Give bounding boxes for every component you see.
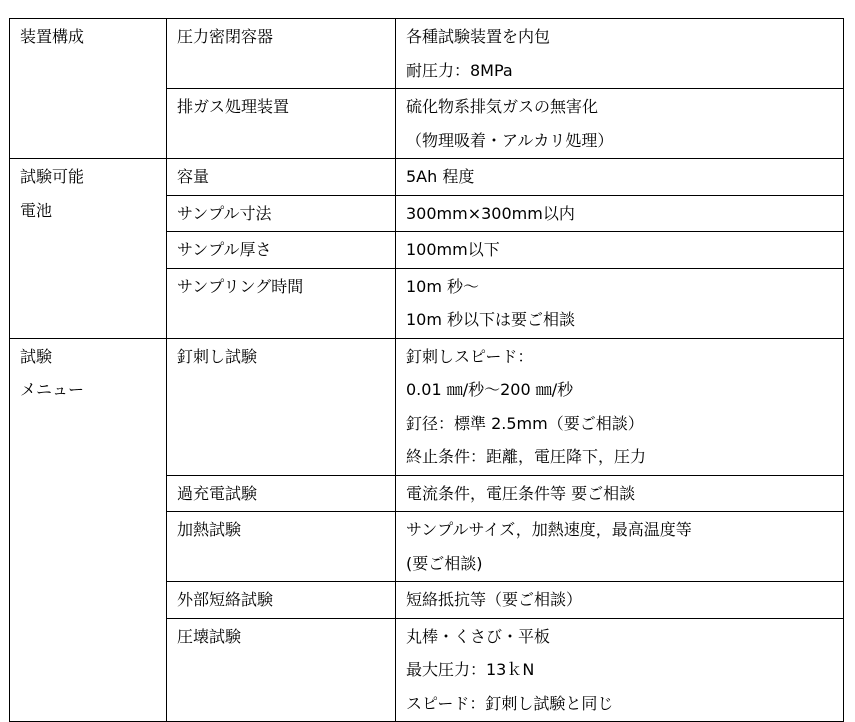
detail-text-block [396, 339, 843, 475]
item-label-line: 加熱試験 [177, 520, 242, 539]
detail-text-line: 0.01 ㎜/秒～200 ㎜/秒 [406, 380, 574, 399]
item-label-line: サンプル寸法 [177, 203, 272, 223]
detail-cell [396, 232, 844, 269]
category-label-block [10, 159, 166, 228]
item-label-block [167, 89, 395, 125]
detail-cell [396, 268, 844, 338]
item-label-line: 圧力密閉容器 [177, 27, 274, 46]
detail-text-line: (要ご相談) [406, 553, 483, 573]
table-row [10, 338, 844, 475]
item-label-block [167, 196, 395, 232]
item-label-line: サンプル厚さ [177, 240, 272, 259]
detail-text-line: 釘径：標準 2.5mm（要ご相談） [406, 413, 644, 433]
category-label-line: 試験 [20, 346, 53, 366]
detail-cell [396, 19, 844, 89]
detail-text-block [396, 476, 843, 512]
detail-text-line: 各種試験装置を内包 [406, 27, 551, 46]
detail-text-line: 終止条件：距離，電圧降下，圧力 [406, 447, 647, 466]
detail-cell [396, 512, 844, 582]
item-label-line: 排ガス処理装置 [177, 97, 290, 116]
category-label-block [10, 339, 166, 408]
detail-text-block [396, 196, 843, 232]
detail-text-line: 10m 秒～ [406, 276, 480, 296]
detail-text-block [396, 582, 843, 618]
detail-text-line: （物理吸着・アルカリ処理） [406, 130, 614, 150]
detail-text-line: 5Ah 程度 [406, 167, 475, 186]
detail-cell [396, 89, 844, 159]
detail-cell [396, 475, 844, 512]
item-cell [167, 89, 396, 159]
category-cell [10, 159, 167, 339]
detail-cell [396, 195, 844, 232]
item-cell [167, 338, 396, 475]
item-label-line: 圧壊試験 [177, 626, 242, 646]
detail-text-block [396, 269, 843, 338]
spec-table-body [10, 19, 844, 722]
detail-text-line: 釘刺しスピード： [406, 346, 534, 366]
detail-cell [396, 338, 844, 475]
item-cell [167, 195, 396, 232]
category-label-line: メニュー [20, 380, 85, 399]
detail-text-line: 硫化物系排気ガスの無害化 [406, 97, 599, 116]
table-row [10, 19, 844, 89]
category-label-block [10, 19, 166, 55]
item-label-block [167, 19, 395, 55]
table-row [10, 159, 844, 196]
detail-text-block [396, 512, 843, 581]
item-label-block [167, 159, 395, 195]
item-label-block [167, 512, 395, 548]
item-label-block [167, 269, 395, 305]
detail-text-line: 短絡抵抗等（要ご相談） [406, 590, 583, 609]
detail-text-line: 丸棒・くさび・平板 [406, 626, 551, 646]
category-cell [10, 338, 167, 722]
item-label-block [167, 582, 395, 618]
detail-text-block [396, 159, 843, 195]
item-label-block [167, 476, 395, 512]
item-cell [167, 512, 396, 582]
item-label-line: 外部短絡試験 [177, 590, 274, 609]
item-label-block [167, 232, 395, 268]
detail-text-block [396, 232, 843, 268]
item-label-line: 釘刺し試験 [177, 346, 258, 366]
item-cell [167, 475, 396, 512]
detail-text-line: サンプルサイズ，加熱速度，最高温度等 [406, 520, 692, 539]
item-label-block [167, 339, 395, 375]
detail-text-line: 耐圧力：8MPa [406, 60, 513, 80]
detail-text-line: 最大圧力：13ｋN [406, 660, 535, 679]
detail-cell [396, 159, 844, 196]
category-label-line: 試験可能 [20, 167, 85, 186]
item-cell [167, 268, 396, 338]
item-label-line: 容量 [177, 167, 210, 186]
detail-text-line: 300mm×300mm以内 [406, 203, 575, 223]
detail-text-block [396, 89, 843, 158]
detail-cell [396, 582, 844, 619]
category-label-line: 電池 [20, 200, 53, 220]
item-cell [167, 19, 396, 89]
item-cell [167, 582, 396, 619]
item-cell [167, 232, 396, 269]
detail-text-line: 電流条件，電圧条件等 要ご相談 [406, 483, 636, 503]
detail-text-line: スピード：釘刺し試験と同じ [406, 693, 614, 713]
spec-table [9, 18, 844, 722]
category-cell [10, 19, 167, 159]
item-label-line: 過充電試験 [177, 483, 258, 503]
detail-text-line: 100mm以下 [406, 240, 500, 259]
detail-text-block [396, 19, 843, 88]
item-cell [167, 159, 396, 196]
detail-text-line: 10m 秒以下は要ご相談 [406, 310, 576, 329]
item-label-line: サンプリング時間 [177, 276, 304, 296]
category-label-line: 装置構成 [20, 27, 85, 46]
item-label-block [167, 619, 395, 655]
